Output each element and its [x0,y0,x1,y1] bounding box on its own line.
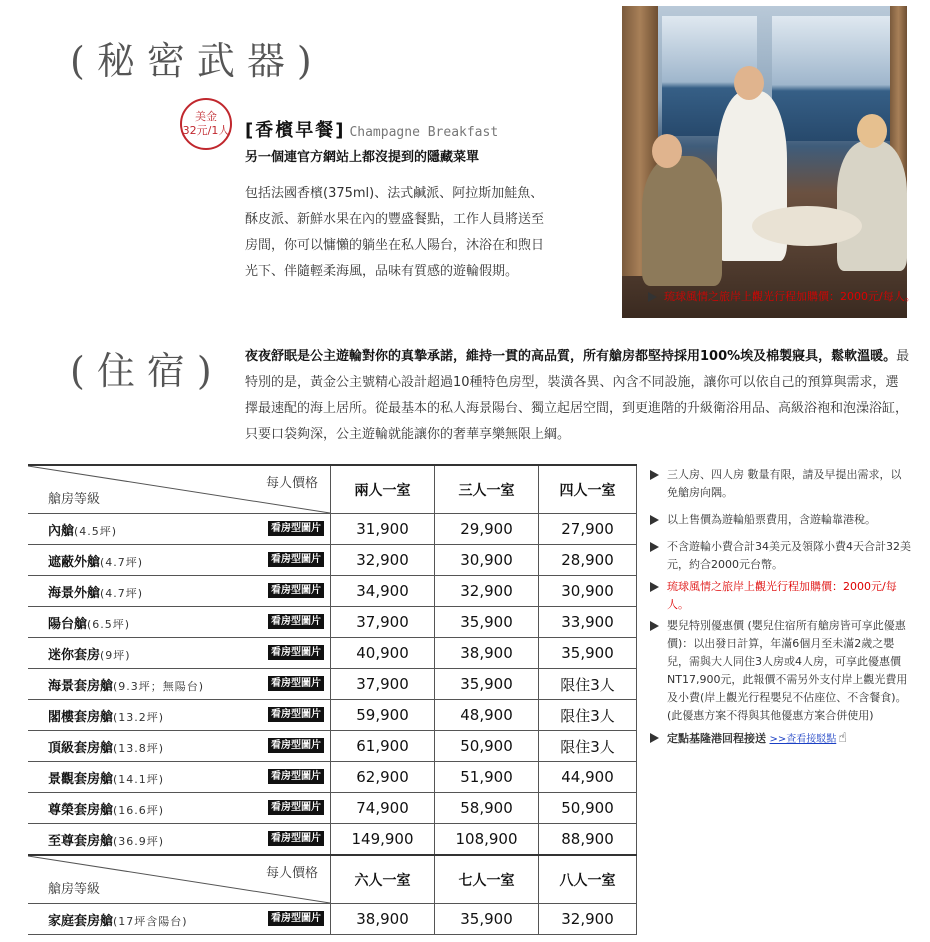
arrow-icon [650,515,659,525]
table-corner-cell [28,465,331,514]
note-text: 以上售價為遊輪船票費用，含遊輪靠港稅。 [667,513,876,526]
column-header: 三人一室 [435,465,539,514]
cabin-size: (17坪含陽台) [113,914,188,928]
view-room-photo-button[interactable]: 看房型圖片 [268,552,324,567]
arrow-icon [650,733,659,743]
cabin-cell [28,700,331,731]
table-row [28,824,637,856]
price-cell: 88,900 [539,824,637,856]
price-cell: 38,900 [435,638,539,669]
price-badge [180,98,232,150]
cabin-size: (36.9坪) [113,834,165,848]
cabin-cell [28,793,331,824]
description-line: 光下、伴隨輕柔海風，品味有質感的遊輪假期。 [245,264,519,279]
breakfast-title-en: Champagne Breakfast [349,125,499,140]
view-room-photo-button[interactable]: 看房型圖片 [268,738,324,753]
cabin-size: (9坪) [100,648,131,662]
cabin-size: (16.6坪) [113,803,165,817]
cabin-name: 內艙 [48,523,75,539]
note-text: 三人房、四人房 數量有限，請及早提出需求，以免艙房向隅。 [667,468,902,499]
price-cell: 29,900 [435,514,539,545]
price-cell: 58,900 [435,793,539,824]
price-cell: 33,900 [539,607,637,638]
cabin-size: (4.7坪) [100,586,144,600]
price-cell: 30,900 [435,545,539,576]
cabin-name: 至尊套房艙 [48,833,114,849]
price-cell: 34,900 [331,576,435,607]
view-room-photo-button[interactable]: 看房型圖片 [268,707,324,722]
table-header-row [28,465,637,514]
secret-section-title: (秘密武器) [70,39,324,83]
accommodation-description [245,344,910,448]
price-cell: 48,900 [435,700,539,731]
column-header: 四人一室 [539,465,637,514]
cabin-size: (4.7坪) [100,555,144,569]
note-text: 不含遊輪小費合計34美元及領隊小費4天合計32美元，約合2000元台幣。 [667,540,911,571]
note-text: 定點基隆港回程接送 [667,732,766,745]
table-row [28,514,637,545]
price-cell: 50,900 [539,793,637,824]
arrow-icon [648,292,657,302]
price-cell: 27,900 [539,514,637,545]
arrow-icon [650,470,659,480]
view-room-photo-button[interactable]: 看房型圖片 [268,800,324,815]
badge-line2: 32元/1人 [182,124,230,137]
description-line: 包括法國香檳(375ml)、法式鹹派、阿拉斯加鮭魚、 [245,186,544,201]
price-cell: 31,900 [331,514,435,545]
table-row [28,545,637,576]
arrow-icon [650,542,659,552]
cabin-name: 海景外艙 [48,585,101,601]
table-row [28,576,637,607]
note-item [650,466,912,502]
table-row [28,669,637,700]
column-header: 六人一室 [331,855,435,904]
price-cell: 59,900 [331,700,435,731]
accommodation-body: 最特別的是，黃金公主號精心設計超過10種特色房型，裝潢各異、內含不同設施，讓你可以依自己的預算與需求，選擇最速配的海上居所。從最基本的私人海景陽台、獨立起居空間，到更進階的升級衛浴用品、高級浴袍和泡澡浴缸，只要口袋夠深，公主遊輪就能讓你的奢華享樂無限上綱。 [245,349,910,442]
cabin-size: (13.8坪) [113,741,165,755]
price-cell: 74,900 [331,793,435,824]
cabin-size: (13.2坪) [113,710,165,724]
view-room-photo-button[interactable]: 看房型圖片 [268,769,324,784]
price-table [28,464,637,935]
price-cell: 32,900 [539,904,637,935]
cabin-cell [28,545,331,576]
cabin-name: 陽台艙 [48,616,88,632]
cabin-size: (14.1坪) [113,772,165,786]
cabin-cell [28,576,331,607]
price-cell: 108,900 [435,824,539,856]
table-row [28,700,637,731]
price-cell: 32,900 [331,545,435,576]
note-text: 琉球風情之旅岸上觀光行程加購價：2000元/每人。 [667,580,897,611]
price-cell: 限住3人 [539,669,637,700]
accommodation-section-title: (住宿) [70,349,224,393]
cabin-size: (4.5坪) [74,524,118,538]
description-line: 房間，你可以慵懶的躺坐在私人陽台，沐浴在和煦日 [245,238,545,253]
photo-caption [650,289,920,304]
view-room-photo-button[interactable]: 看房型圖片 [268,614,324,629]
price-cell: 61,900 [331,731,435,762]
view-room-photo-button[interactable]: 看房型圖片 [268,583,324,598]
price-cell: 62,900 [331,762,435,793]
cabin-cell [28,514,331,545]
table-row [28,762,637,793]
champagne-breakfast-photo [622,6,907,318]
header-cabin-label: 艙房等級 [48,882,101,897]
table-corner-cell [28,855,331,904]
breakfast-title [245,116,498,142]
cabin-name: 海景套房艙 [48,678,114,694]
price-cell: 35,900 [435,669,539,700]
table-row [28,607,637,638]
cabin-name: 尊榮套房艙 [48,802,114,818]
cabin-name: 閣樓套房艙 [48,709,114,725]
cabin-name: 家庭套房艙 [48,913,114,929]
price-cell: 30,900 [539,576,637,607]
table-header-row-2 [28,855,637,904]
cabin-cell [28,607,331,638]
accommodation-lead: 夜夜舒眠是公主遊輪對你的真摯承諾，維持一貫的高品質，所有艙房都堅持採用100%埃及棉製寢具，鬆軟溫暖。 [245,349,897,364]
price-cell: 44,900 [539,762,637,793]
note-item [650,617,912,725]
column-header: 七人一室 [435,855,539,904]
header-cabin-label: 艙房等級 [48,492,101,507]
price-cell: 35,900 [435,607,539,638]
table-row-family [28,904,637,935]
view-room-photo-button[interactable]: 看房型圖片 [268,521,324,536]
price-cell: 38,900 [331,904,435,935]
price-cell: 37,900 [331,607,435,638]
price-cell: 35,900 [539,638,637,669]
cabin-size: (6.5坪) [87,617,131,631]
cabin-size: (9.3坪；無陽台) [113,679,205,693]
cabin-name: 迷你套房 [48,647,101,663]
cabin-name: 景觀套房艙 [48,771,114,787]
cabin-cell [28,638,331,669]
cabin-cell [28,824,331,856]
breakfast-description [245,181,605,285]
hand-cursor-icon: ☝ [838,730,847,746]
cabin-cell [28,904,331,935]
price-cell: 35,900 [435,904,539,935]
note-item [650,729,912,749]
view-pickup-points-link[interactable]: >>查看接駁點 [769,734,837,745]
note-item [650,511,912,529]
photo-caption-text: 琉球風情之旅岸上觀光行程加購價：2000元/每人。 [664,290,916,303]
table-row [28,793,637,824]
cabin-cell [28,731,331,762]
cabin-cell [28,762,331,793]
cabin-cell [28,669,331,700]
note-item [650,578,912,614]
description-line: 酥皮派、新鮮水果在內的豐盛餐點，工作人員將送至 [245,212,545,227]
arrow-icon [650,582,659,592]
price-cell: 限住3人 [539,731,637,762]
price-cell: 51,900 [435,762,539,793]
view-room-photo-button[interactable]: 看房型圖片 [268,911,324,926]
price-cell: 37,900 [331,669,435,700]
notes-panel [650,466,912,755]
header-price-label: 每人價格 [265,476,318,491]
view-room-photo-button[interactable]: 看房型圖片 [268,831,324,846]
badge-line1: 美金 [195,110,217,123]
price-cell: 40,900 [331,638,435,669]
table-row [28,638,637,669]
arrow-icon [650,621,659,631]
note-text: 嬰兒特別優惠價 (嬰兒住宿所有艙房皆可享此優惠價)：以出發日計算，年滿6個月至未滿2歲之嬰兒，需與大人同住3人房或4人房，可享此優惠價NT17,900元，此報價不需另外支付岸上觀光費用及小費(岸上觀光行程嬰兒不佔座位、不含餐食)。(此優惠方案不得與其他優惠方案合併使用) [667,619,908,722]
column-header: 八人一室 [539,855,637,904]
table-row [28,731,637,762]
breakfast-subtitle: 另一個連官方網站上都沒提到的隱藏菜單 [245,150,480,165]
cabin-name: 頂級套房艙 [48,740,114,756]
cabin-name: 遮蔽外艙 [48,554,101,570]
price-cell: 限住3人 [539,700,637,731]
header-price-label: 每人價格 [265,866,318,881]
price-cell: 28,900 [539,545,637,576]
column-header: 兩人一室 [331,465,435,514]
price-cell: 32,900 [435,576,539,607]
view-room-photo-button[interactable]: 看房型圖片 [268,676,324,691]
price-cell: 149,900 [331,824,435,856]
view-room-photo-button[interactable]: 看房型圖片 [268,645,324,660]
price-cell: 50,900 [435,731,539,762]
note-item [650,538,912,574]
breakfast-title-zh: [香檳早餐] [245,120,346,141]
